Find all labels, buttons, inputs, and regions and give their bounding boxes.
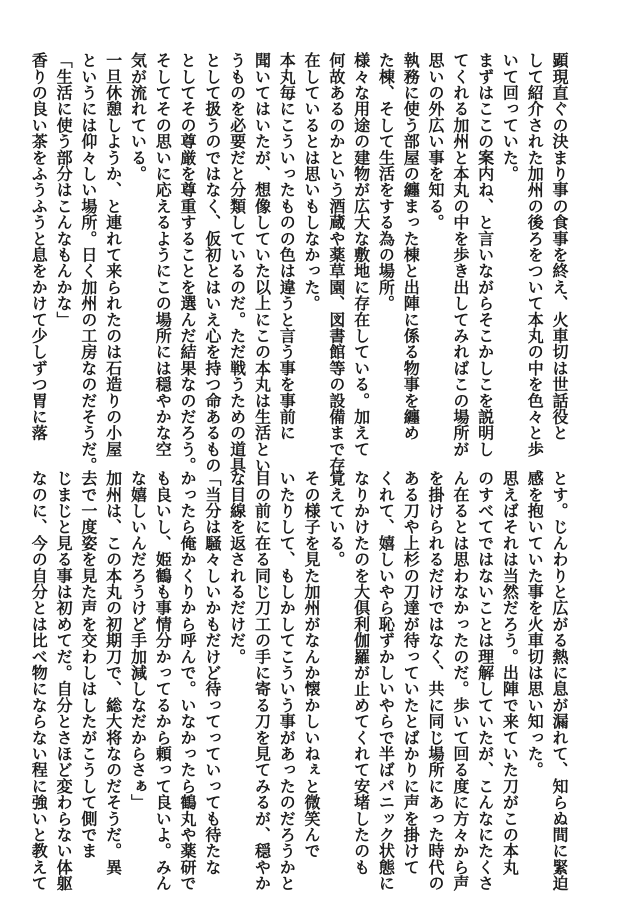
text-line: そしてその思いに応えるようにこの場所には穏やかな空 (153, 52, 173, 457)
text-line: 顕現直ぐの決まり事の食事を終え、火車切は世話役と (550, 52, 569, 441)
text-line: 感を抱いていた事を火車切は思い知った。 (525, 470, 545, 778)
text-line: なりかけたのを大倶利伽羅が止めてくれて安堵したのも (351, 470, 371, 875)
text-line: 一旦休憩しようか、と連れて来られたのは石造りの小屋 (103, 52, 123, 457)
text-line: 「当分は騒々しいかもだけど待ってっていっても待たな (202, 470, 222, 875)
text-line: うものを必要だと分類しているのだ。ただ戦うための道具 (227, 52, 247, 474)
text-line: 思いの外広い事を知る。 (426, 52, 446, 231)
text-line: のすべてではないことは理解していたが、こんなにたくさ (475, 470, 495, 892)
text-line: して紹介された加州の後ろをついて本丸の中を色々と歩 (525, 52, 545, 457)
text-line: な目線を返されるだけだ。 (227, 470, 247, 665)
text-line: も良いし、姫鶴も事情分かってるから頼って良いよ。みん (153, 470, 173, 892)
text-line: 何故あるのかという酒蔵や薬草園、図書館等の設備まで存 (326, 52, 346, 474)
text-line: まずはここの案内ね、と言いながらそこかしこを説明し (475, 52, 495, 457)
text-line: た棟、そして生活をする為の場所。 (376, 52, 396, 312)
text-line: 「生活に使う部分はこんなもんかな」 (54, 52, 74, 328)
text-line: な嬉しいんだろうけど手加減しなだからさぁ」 (128, 470, 148, 811)
text-column-bottom (29, 470, 571, 892)
text-line: を掛けられるだけではなく、共に同じ場所にあった時代の (426, 470, 446, 892)
text-line: としてその尊厳を尊重することを選んだ結果なのだろう。 (178, 52, 198, 474)
text-line: 本丸毎にこういったものの色は違うと言う事を事前に (277, 52, 297, 441)
text-line: じまじと見る事は初めてだ。自分とさほど変わらない体躯 (54, 470, 74, 892)
text-line: 目の前に在る同じ刀工の手に寄る刀を見てみるが、穏やか (252, 470, 272, 892)
text-line: 覚えている。 (326, 470, 346, 568)
text-line: かったら俺かくりから呼んで。いなかったら鶴丸や薬研で (178, 470, 198, 892)
text-line: 香りの良い茶をふうふうと息をかけて少しずつ胃に落 (29, 52, 49, 441)
text-line: てくれる加州と本丸の中を歩き出してみればこの場所が (450, 52, 470, 457)
text-line: として扱うのではなく、仮初とはいえ心を持つ命あるもの (202, 52, 222, 474)
text-line: 気が流れている。 (128, 52, 148, 182)
text-line: くれて、嬉しいやら恥ずかしいやらで半ばパニック状態に (376, 470, 396, 892)
text-line: 聞いてはいたが、想像していた以上にこの本丸は生活とい (252, 52, 272, 474)
text-line: とす。じんわりと広がる熱に息が漏れて、知らぬ間に緊迫 (550, 470, 569, 892)
text-line: その様子を見た加州がなんか懐かしいねぇと微笑んで (302, 470, 322, 859)
text-line: いて回っていた。 (500, 52, 520, 182)
text-line: いたりして、もしかしてこういう事があったのだろうかと (277, 470, 297, 892)
text-line: というには仰々しい場所。日く加州の工房なのだそうだ。 (78, 52, 98, 474)
text-line: 在しているとは思いもしなかった。 (302, 52, 322, 312)
text-line: なのに、今の自分とは比べ物にならない程に強いと教えて (29, 470, 49, 892)
text-line: 執務に使う部屋の纏まった棟と出陣に係る物事を纏め (401, 52, 421, 441)
text-line: 加州は、この本丸の初期刀で、総大将なのだそうだ。異 (103, 470, 123, 875)
text-line: 思えばそれは当然だろう。出陣で来ていた刀がこの本丸 (500, 470, 520, 875)
text-line: 去で一度姿を見た声を交わしはしたがこうして側でま (78, 470, 98, 859)
text-column-top (29, 52, 571, 474)
text-line: 様々な用途の建物が広大な敷地に存在している。加えて (351, 52, 371, 457)
text-line: ん在るとは思わなかったのだ。歩いて回る度に方々から声 (450, 470, 470, 892)
text-line: ある刀や上杉の刀達が待っていたとばかりに声を掛けて (401, 470, 421, 875)
